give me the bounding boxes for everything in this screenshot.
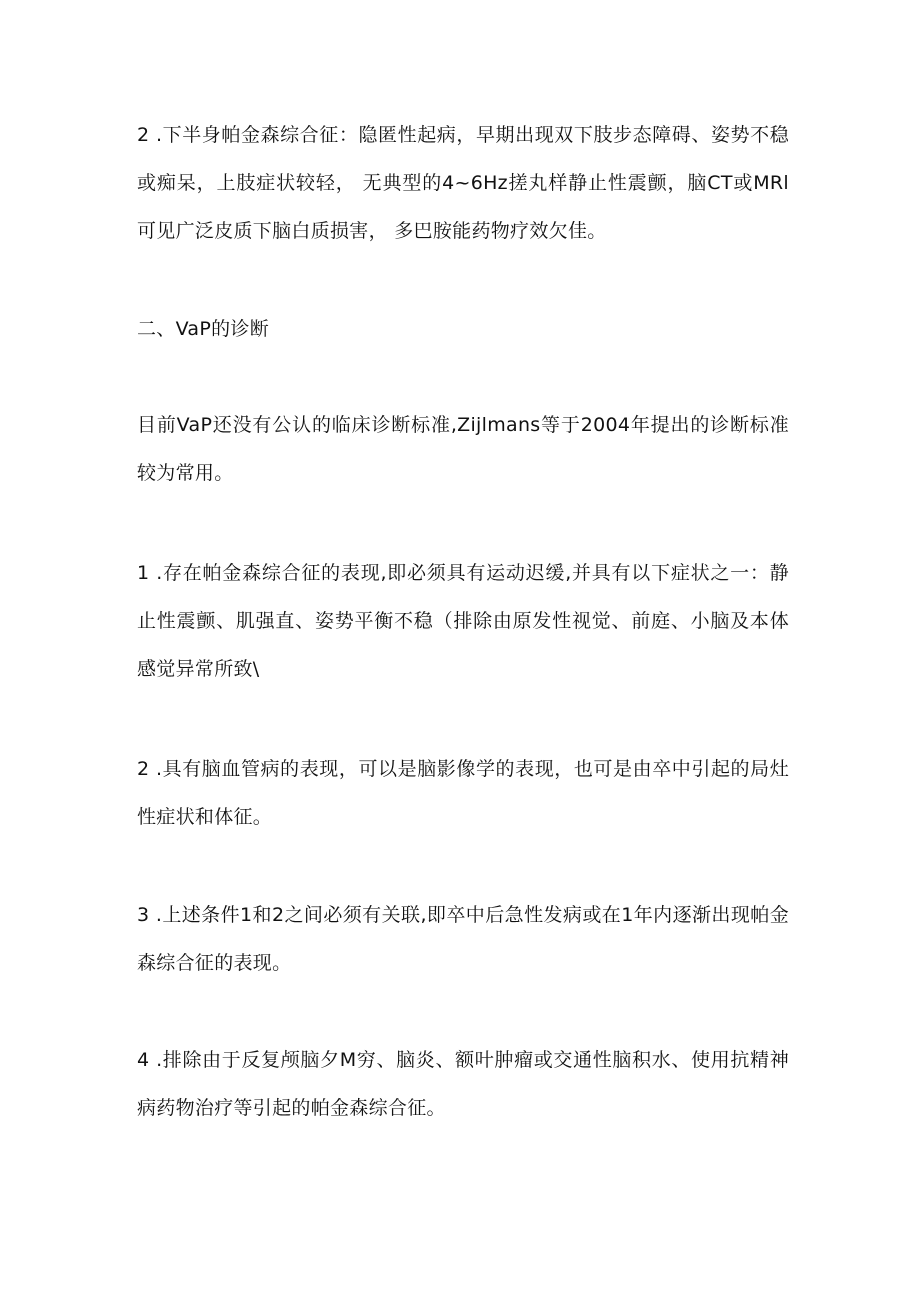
criterion-1: 1 .存在帕金森综合征的表现,即必须具有运动迟缓,并具有以下症状之一：静止性震颤、肌强直、姿势平衡不稳（排除由原发性视觉、前庭、小脑及本体感觉异常所致\ [137,562,789,680]
section-heading-vap-diagnosis: 二、VaP的诊断 [137,318,270,340]
criterion-4: 4 .排除由于反复颅脑夕M穷、脑炎、额叶肿瘤或交通性脑积水、使用抗精神病药物治疗等引起的帕金森综合征。 [137,1049,789,1119]
paragraph-diagnostic-criteria-intro: 目前VaP还没有公认的临床诊断标准,Zijlmans等于2004年提出的诊断标准较为常用。 [137,414,789,484]
criterion-3: 3 .上述条件1和2之间必须有关联,即卒中后急性发病或在1年内逐渐出现帕金森综合征的表现。 [137,904,789,974]
paragraph-lower-body-parkinsonism: 2 .下半身帕金森综合征：隐匿性起病，早期出现双下肢步态障碍、姿势不稳或痴呆，上肢症状较轻， 无典型的4~6Hz搓丸样静止性震颤，脑CT或MRl可见广泛皮质下脑白质损害， 多巴胺能药物疗效欠佳。 [137,124,789,242]
criterion-2: 2 .具有脑血管病的表现，可以是脑影像学的表现，也可是由卒中引起的局灶性症状和体征。 [137,758,789,828]
